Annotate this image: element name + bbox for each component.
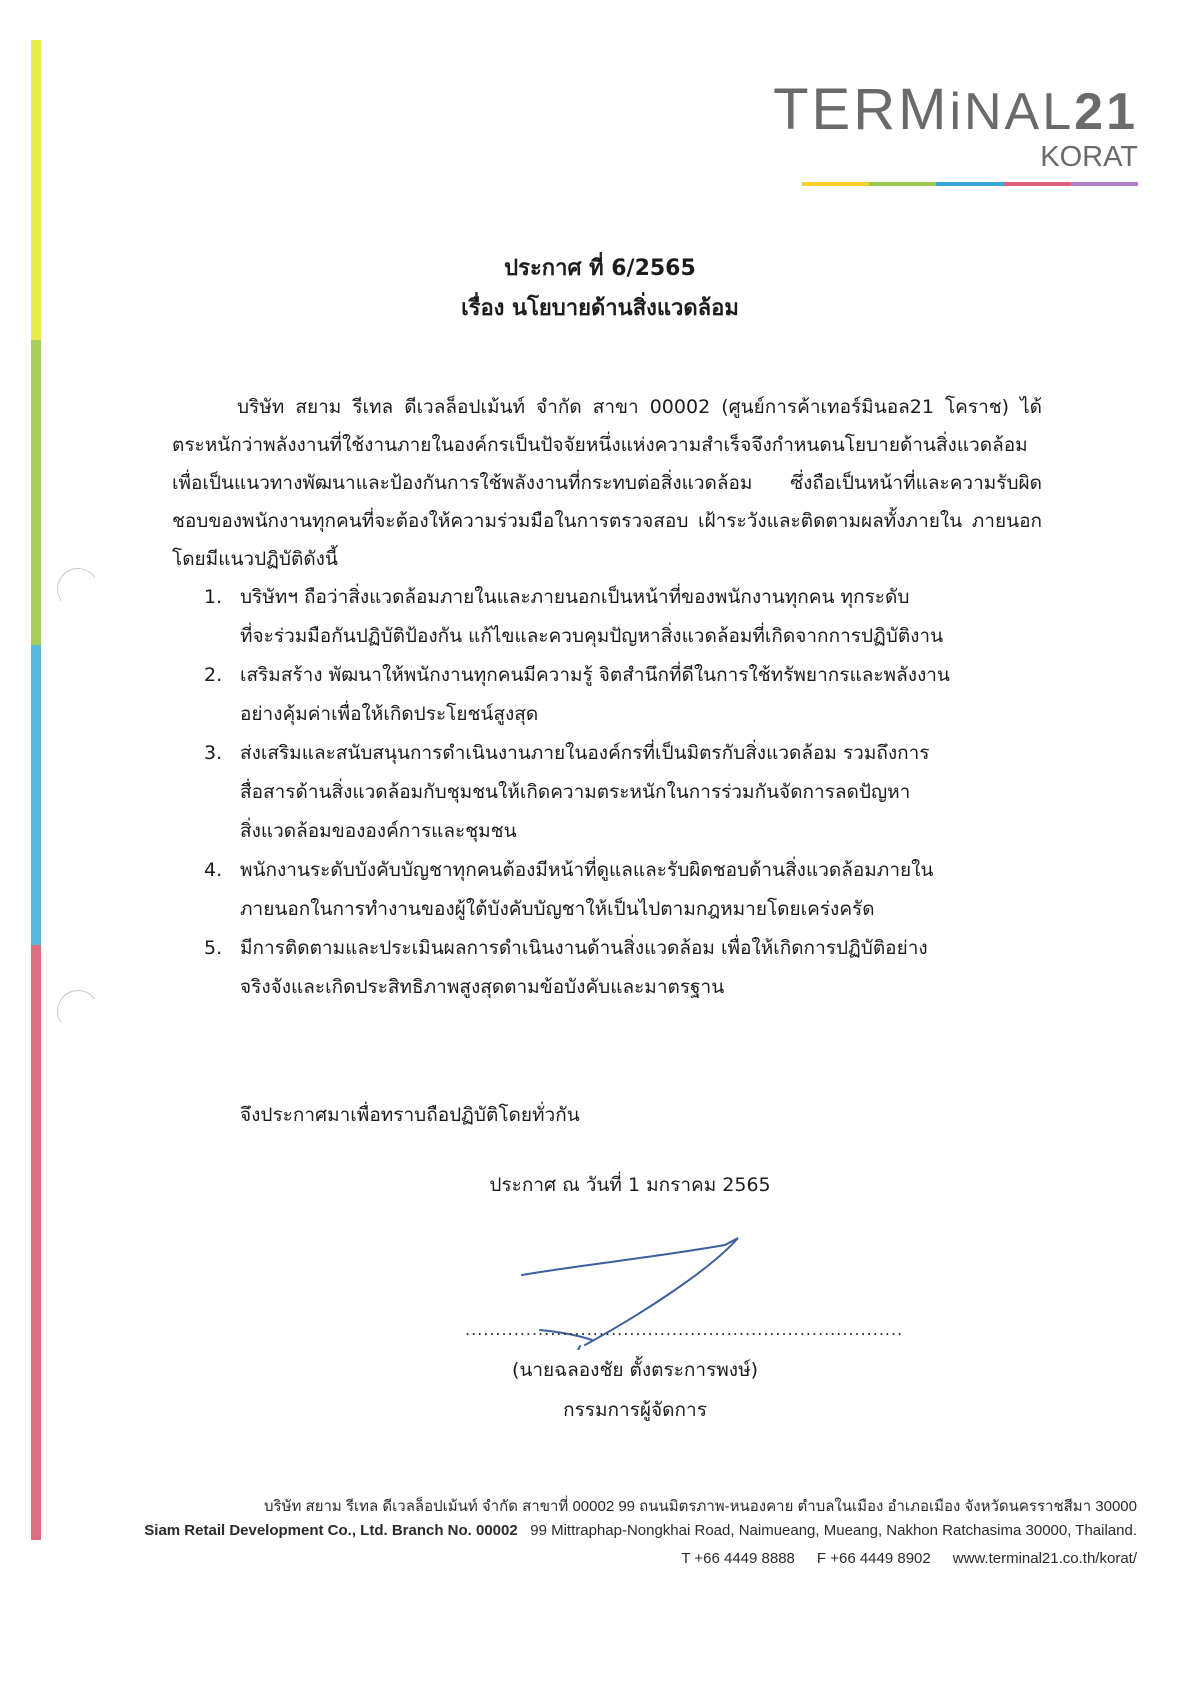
policy-item-line: ที่จะร่วมมือกันปฏิบัติป้องกัน แก้ไขและควบคุมปัญหาสิ่งแวดล้อมที่เกิดจากการปฏิบัติงาน	[240, 625, 944, 647]
policy-item-line: ภายนอกในการทำงานของผู้ใต้บังคับบัญชาให้เป็นไปตามกฎหมายโดยเคร่งครัด	[240, 898, 875, 920]
policy-item-line: สื่อสารด้านสิ่งแวดล้อมกับชุมชนให้เกิดความตระหนักในการร่วมกันจัดการลดปัญหา	[240, 781, 911, 803]
policy-item-line: อย่างคุ้มค่าเพื่อให้เกิดประโยชน์สูงสุด	[240, 703, 539, 725]
announcement-subject: เรื่อง นโยบายด้านสิ่งแวดล้อม	[461, 296, 739, 321]
policy-item-number: 2.	[204, 664, 223, 686]
logo-color-bar	[802, 182, 1138, 186]
terminal21-logo	[773, 77, 1138, 192]
policy-item-line: เสริมสร้าง พัฒนาให้พนักงานทุกคนมีความรู้ จิตสำนึกที่ดีในการใช้ทรัพยากรและพลังงาน	[240, 664, 950, 686]
policy-item-2	[204, 656, 1040, 734]
policy-item-line: จริงจังและเกิดประสิทธิภาพสูงสุดตามข้อบังคับและมาตรฐาน	[240, 976, 725, 998]
punch-hole-bottom	[54, 987, 103, 1036]
policy-item-number: 4.	[204, 859, 223, 881]
announcement-date: ประกาศ ณ วันที่ 1 มกราคม 2565	[489, 1174, 771, 1196]
footer-contact	[37, 1550, 1137, 1567]
intro-paragraph: บริษัท สยาม รีเทล ดีเวลล็อปเม้นท์ จำกัด สาขา 00002 (ศูนย์การค้าเทอร์มินอล21 โคราช) ได้ตระหนักว่าพลังงานที่ใช้งานภายในองค์กรเป็นปัจจัยหนึ่งแห่งความสำเร็จจึงกำหนดนโยบายด้านสิ่งแวดล้อม เพื่อเป็นแนวทางพัฒนาและป้องกันการใช้พลังงานที่กระทบต่อสิ่งแวดล้อม ซึ่งถือเป็นหน้าที่และความรับผิดชอบของพนักงานทุกคนที่จะต้องให้ความร่วมมือในการตรวจสอบ เฝ้าระวังและติดตามผลทั้งภายใน ภายนอก โดยมีแนวปฏิบัติดังนี้	[172, 396, 1042, 570]
footer-telephone: T +66 4449 8888	[681, 1550, 795, 1567]
logo-city: KORAT	[1040, 141, 1138, 173]
policy-item-line: ส่งเสริมและสนับสนุนการดำเนินงานภายในองค์กรที่เป็นมิตรกับสิ่งแวดล้อม รวมถึงการ	[240, 742, 930, 764]
policy-item-line: พนักงานระดับบังคับบัญชาทุกคนต้องมีหน้าที่ดูแลและรับผิดชอบด้านสิ่งแวดล้อมภายใน	[240, 859, 934, 881]
color-stripe-green	[31, 340, 41, 645]
policy-item-5	[204, 929, 1040, 1007]
announcement-number: ประกาศ ที่ 6/2565	[504, 256, 696, 281]
policy-item-1	[204, 578, 1040, 656]
color-stripe-red	[31, 945, 41, 1540]
signer-name: (นายฉลองชัย ตั้งตระการพงษ์)	[511, 1359, 759, 1381]
footer-address-en: 99 Mittraphap-Nongkhai Road, Naimueang, Mueang, Nakhon Ratchasima 30000, Thailand.	[530, 1522, 1137, 1539]
policy-item-line: มีการติดตามและประเมินผลการดำเนินงานด้านสิ่งแวดล้อม เพื่อให้เกิดการปฏิบัติอย่าง	[240, 937, 928, 959]
footer-company-name: Siam Retail Development Co., Ltd. Branch No. 00002	[144, 1522, 518, 1539]
policy-item-4	[204, 851, 1040, 929]
policy-item-number: 1.	[204, 586, 223, 608]
logo-brand-text: TERMiNAL21	[773, 77, 1138, 142]
policy-item-line: สิ่งแวดล้อมขององค์การและชุมชน	[240, 820, 517, 842]
footer-english-address	[37, 1522, 1137, 1539]
signer-position: กรรมการผู้จัดการ	[563, 1399, 707, 1421]
logo-i-letter: i	[949, 83, 964, 141]
policy-item-number: 5.	[204, 937, 223, 959]
color-stripe-blue	[31, 645, 41, 945]
signature-line: ........................................................................	[465, 1320, 904, 1339]
policy-item-line: บริษัทฯ ถือว่าสิ่งแวดล้อมภายในและภายนอกเป็นหน้าที่ของพนักงานทุกคน ทุกระดับ	[240, 586, 910, 608]
footer-fax: F +66 4449 8902	[816, 1550, 931, 1567]
punch-hole-top	[54, 565, 103, 614]
footer-thai-address: บริษัท สยาม รีเทล ดีเวลล็อปเม้นท์ จำกัด สาขาที่ 00002 99 ถนนมิตรภาพ-หนองคาย ตำบลในเมือง อำเภอเมือง จังหวัดนครราชสีมา 30000	[264, 1498, 1137, 1515]
footer-website-link[interactable]: www.terminal21.co.th/korat/	[952, 1550, 1137, 1567]
closing-statement: จึงประกาศมาเพื่อทราบถือปฏิบัติโดยทั่วกัน	[240, 1104, 580, 1126]
policy-item-3	[204, 734, 1040, 851]
policy-item-number: 3.	[204, 742, 223, 764]
